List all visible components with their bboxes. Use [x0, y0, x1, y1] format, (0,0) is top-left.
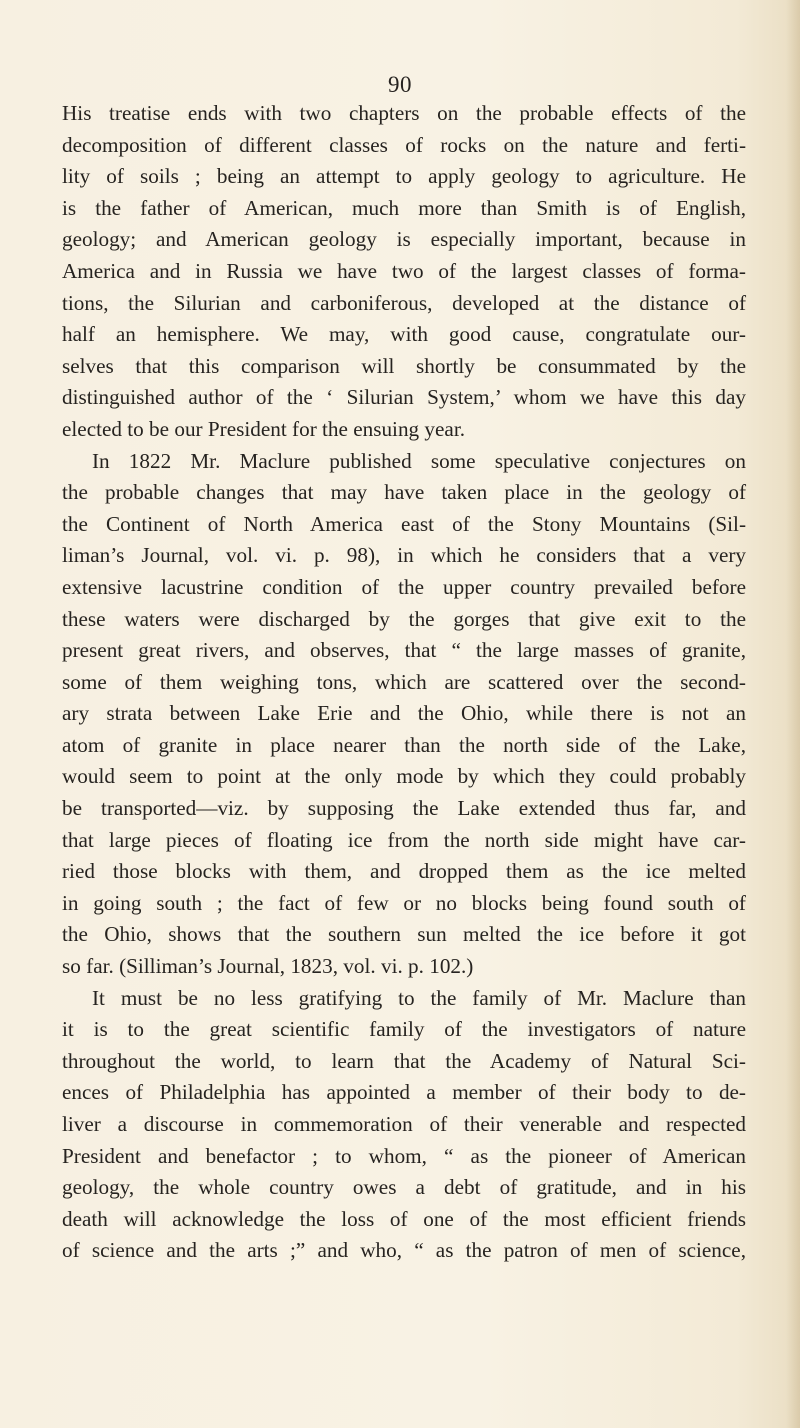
text-line: liver a discourse in commemoration of their venerable and respected — [62, 1112, 746, 1136]
text-line: it is to the great scientific family of the investigators of nature — [62, 1017, 746, 1042]
text-line: ried those blocks with them, and dropped them as the ice melted — [62, 859, 746, 884]
text-line: present great rivers, and observes, that “ the large masses of granite, — [62, 638, 746, 663]
text-line: geology, the whole country owes a debt of gratitude, and in his — [62, 1175, 746, 1200]
text-line: extensive lacustrine condition of the upper country prevailed before — [62, 574, 746, 599]
text-line: distinguished author of the ‘ Silurian System,’ whom we have this day — [62, 385, 746, 410]
text-line: the Continent of North America east of the Stony Mountains (Sil- — [62, 511, 746, 536]
text-line: liman’s Journal, vol. vi. p. 98), in which he considers that a very — [62, 543, 746, 568]
text-line: It must be no less gratifying to the family of Mr. Maclure than — [92, 985, 746, 1010]
body-text — [62, 98, 746, 1267]
text-line: ences of Philadelphia has appointed a member of their body to de- — [62, 1080, 746, 1105]
text-line: selves that this comparison will shortly be consummated by the — [62, 353, 746, 378]
page-edge-shadow — [786, 0, 800, 1428]
text-line: throughout the world, to learn that the Academy of Natural Sci- — [62, 1048, 746, 1073]
text-line: ary strata between Lake Erie and the Ohio, while there is not an — [62, 701, 746, 726]
text-line: decomposition of different classes of rocks on the nature and ferti- — [62, 132, 746, 157]
text-line: is the father of American, much more than Smith is of English, — [62, 195, 746, 220]
text-line: President and benefactor ; to whom, “ as the pioneer of American — [62, 1143, 746, 1168]
text-line: that large pieces of floating ice from the north side might have car- — [62, 827, 746, 852]
text-line: geology; and American geology is especially important, because in — [62, 227, 746, 252]
text-line: lity of soils ; being an attempt to apply geology to agriculture. He — [62, 164, 746, 189]
page-number: 90 — [388, 72, 412, 97]
text-line: so far. (Silliman’s Journal, 1823, vol. vi. p. 102.) — [62, 954, 474, 979]
text-line: in going south ; the fact of few or no blocks being found south of — [62, 890, 746, 915]
text-line: the Ohio, shows that the southern sun melted the ice before it got — [62, 922, 746, 947]
text-line: would seem to point at the only mode by which they could probably — [62, 764, 746, 789]
text-line: elected to be our President for the ensuing year. — [62, 416, 466, 441]
text-line: His treatise ends with two chapters on the probable effects of the — [62, 101, 746, 125]
text-line: of science and the arts ;” and who, “ as the patron of men of science, — [62, 1238, 746, 1263]
text-line: some of them weighing tons, which are scattered over the second- — [62, 669, 746, 694]
text-line: In 1822 Mr. Maclure published some speculative conjectures on — [92, 448, 746, 473]
text-line: these waters were discharged by the gorges that give exit to the — [62, 606, 746, 631]
text-line: death will acknowledge the loss of one of the most efficient friends — [62, 1206, 746, 1231]
text-line: the probable changes that may have taken place in the geology of — [62, 480, 746, 505]
text-line: half an hemisphere. We may, with good cause, congratulate our- — [62, 322, 746, 347]
text-line: be transported—viz. by supposing the Lake extended thus far, and — [62, 796, 746, 821]
text-line: atom of granite in place nearer than the north side of the Lake, — [62, 732, 746, 757]
text-line: America and in Russia we have two of the largest classes of forma- — [62, 258, 746, 283]
text-line: tions, the Silurian and carboniferous, developed at the distance of — [62, 290, 746, 315]
